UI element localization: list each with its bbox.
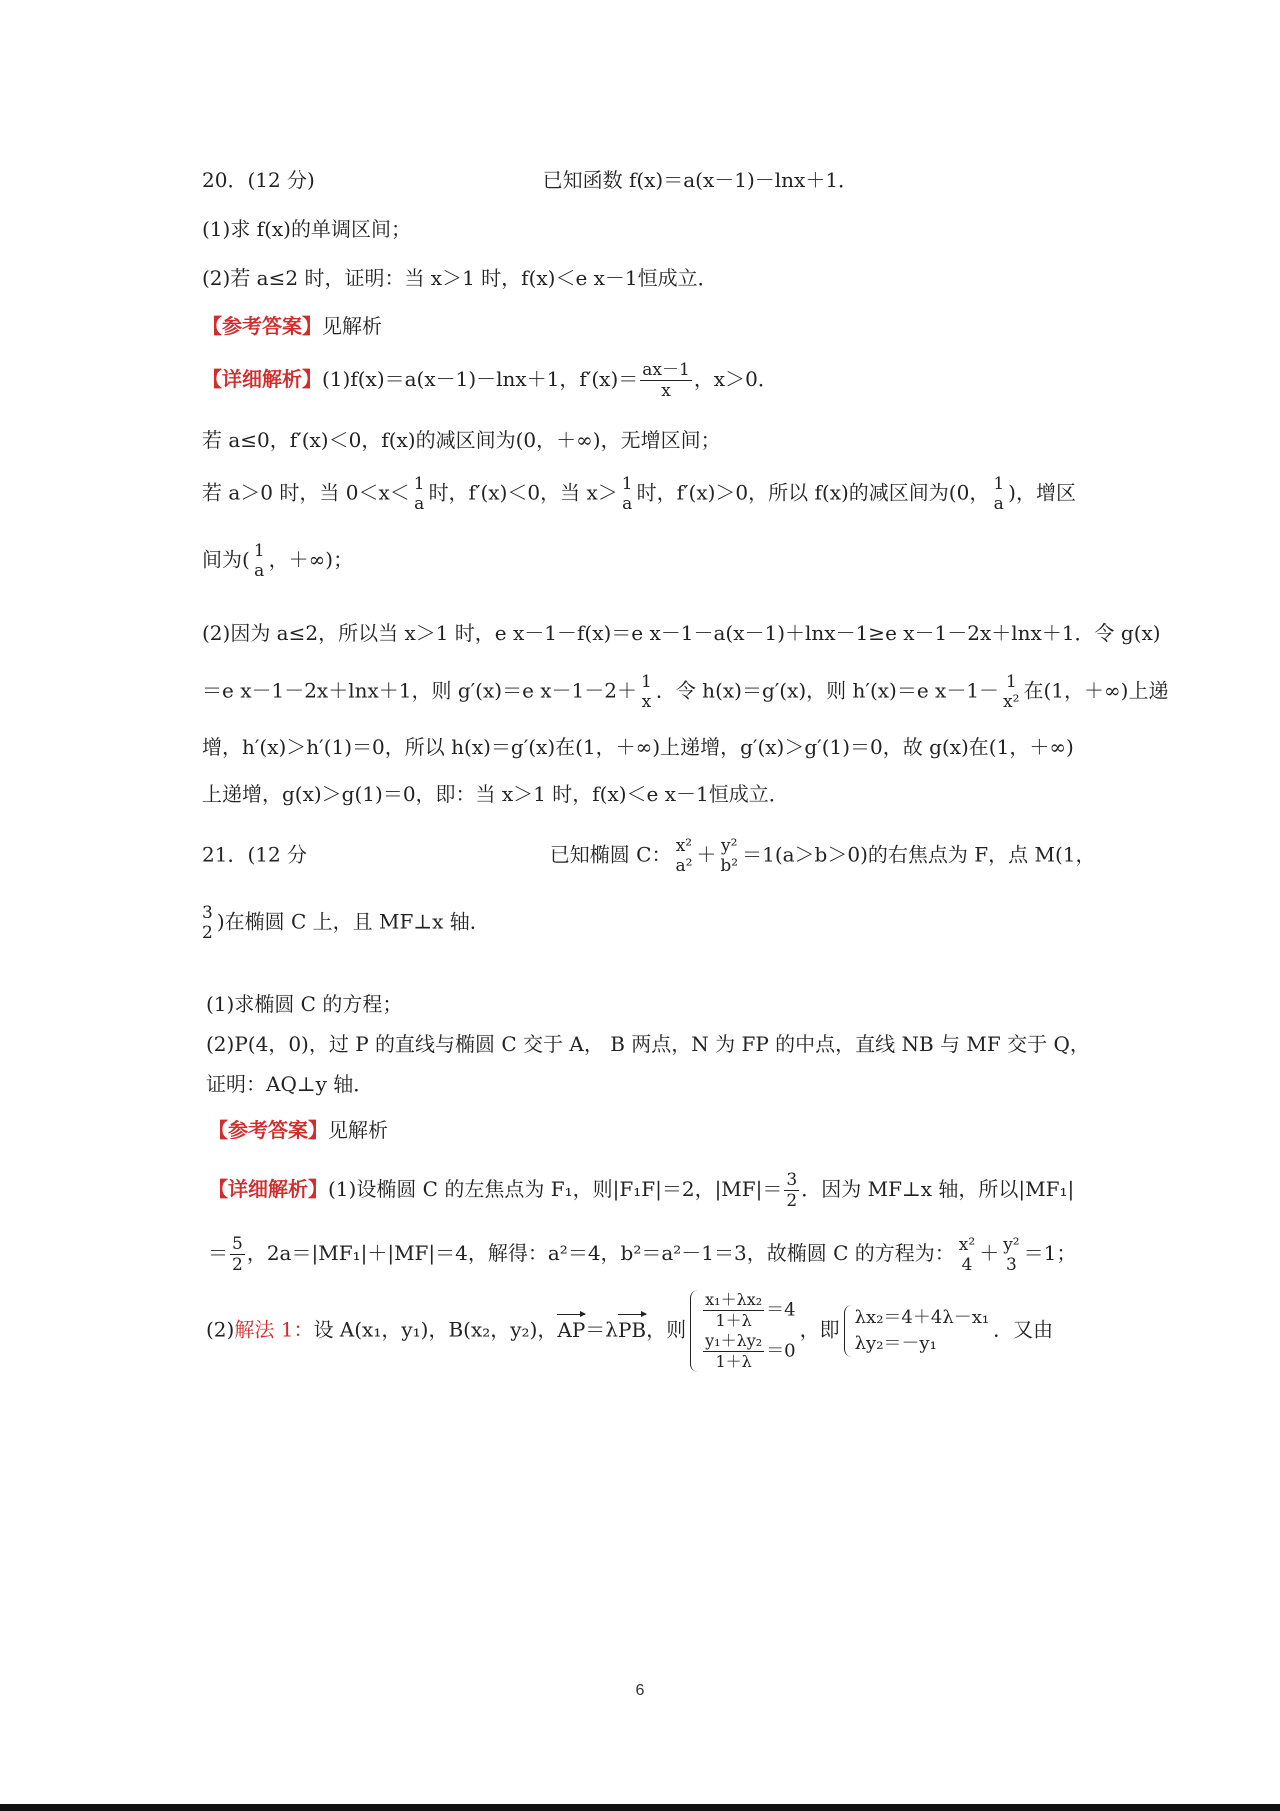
- q21-analysis-line1: 【详细解析】(1)设椭圆 C 的左焦点为 F₁，则|F₁F|＝2，|MF|＝ $\frac{3}{2}$ ．因为 MF⊥x 轴，所以|MF₁|: [208, 1170, 1075, 1211]
- equation-system-2: λx₂＝4＋4λ－x₁ λy₂＝－y₁: [844, 1305, 989, 1357]
- q21-header-line: 21．(12 分 已知椭圆 C： x² a² ＋ y² b² ＝1(a＞b＞0)的右焦点为 F，点 M(1，: [202, 836, 1096, 876]
- q20-analysis-line1: [202, 360, 778, 401]
- vector-pb: PB: [617, 1317, 647, 1342]
- q21-answer-tag: 【参考答案】: [208, 1118, 328, 1142]
- q21-part1: (1)求椭圆 C 的方程；: [206, 992, 403, 1016]
- q21-header: 21．(12 分: [202, 842, 308, 867]
- q21-part2b: 证明：AQ⊥y 轴．: [206, 1072, 374, 1096]
- q20-stem: 已知函数 f(x)＝a(x－1)－lnx＋1．: [542, 168, 859, 192]
- bottom-rule: [0, 1804, 1280, 1811]
- q21-analysis-tag: 【详细解析】: [208, 1177, 328, 1201]
- q20-p4: 上递增，g(x)＞g(1)＝0，即：当 x＞1 时，f(x)＜e x－1恒成立．: [202, 782, 789, 806]
- q20-s1b: ，x＞0．: [693, 367, 778, 391]
- q21-method-label: 解法 1：: [234, 1317, 314, 1342]
- q20-answer-line: [202, 314, 382, 338]
- q20-analysis-tag: 【详细解析】: [202, 367, 322, 391]
- vector-ap: AP: [557, 1317, 586, 1342]
- q20-s3: 若 a＞0 时，当 0＜x＜ 1 a 时，f′(x)＜0，当 x＞ 1 a 时，f′(x)＞0，所以 f(x)的减区间为(0， 1 a )，增区: [202, 474, 1076, 514]
- q20-s4: 间为( 1 a ，＋∞)；: [202, 541, 354, 581]
- q20-s2: 若 a≤0，f′(x)＜0，f(x)的减区间为(0，＋∞)，无增区间；: [202, 428, 721, 452]
- q20-header-line: [202, 168, 858, 192]
- q21-x2-a2-fraction: x² a²: [675, 836, 693, 876]
- q20-p2: ＝e x－1－2x＋lnx＋1，则 g′(x)＝e x－1－2＋ 1 x ．令 h(x)＝g′(x)，则 h′(x)＝e x－1－ 1 x² 在(1，＋∞)上递: [202, 672, 1169, 712]
- q20-answer-tag: 【参考答案】: [202, 314, 322, 338]
- q20-part1: (1)求 f(x)的单调区间；: [202, 217, 411, 241]
- q21-part2: (2)P(4，0)，过 P 的直线与椭圆 C 交于 A， B 两点，N 为 FP 的中点，直线 NB 与 MF 交于 Q，: [206, 1032, 1090, 1056]
- equation-system-1: $\frac{\text{x₁＋λx₂}}{1+\lambda}$ ＝4 $\frac{\text{y₁＋λy₂}}{1+\lambda}$ ＝0: [690, 1290, 796, 1372]
- q20-answer-text: 见解析: [322, 314, 382, 338]
- q21-stem-cont: 3 2 )在椭圆 C 上，且 MF⊥x 轴．: [202, 903, 490, 943]
- q20-part2: (2)若 a≤2 时，证明：当 x＞1 时，f(x)＜e x－1恒成立．: [202, 266, 718, 290]
- q20-p1: (2)因为 a≤2，所以当 x＞1 时，e x－1－f(x)＝e x－1－a(x－1)＋lnx－1≥e x－1－2x＋lnx＋1．令 g(x): [202, 621, 1161, 645]
- q20-derivative-fraction: $\frac{ax-1}{x}$: [642, 360, 690, 401]
- q20-s1a: (1)f(x)＝a(x－1)－lnx＋1，f′(x)＝: [322, 367, 639, 391]
- q21-answer-line: [208, 1118, 388, 1142]
- q20-header: 20．(12 分): [202, 168, 315, 192]
- q21-y2-b2-fraction: y² b²: [720, 836, 739, 876]
- q21-analysis-line3: (2)解法 1：设 A(x₁，y₁)，B(x₂，y₂)，AP＝λPB，则 $\frac{\text{x₁＋λx₂}}{1+\lambda}$ ＝4 $\frac{\text{y₁＋λy₂}}{1+\lambda}$ ＝0 ，即 λx₂＝4＋4λ－x₁ λy₂＝－y₁ ．又由: [206, 1290, 1054, 1371]
- q21-analysis-line2: ＝ $\frac{5}{2}$ ，2a＝|MF₁|＋|MF|＝4，解得：a²＝4，b²＝a²－1＝3，故椭圆 C 的方程为： x² 4 ＋ y² 3 ＝1；: [208, 1234, 1077, 1275]
- q21-answer-text: 见解析: [328, 1118, 388, 1142]
- q20-p3: 增，h′(x)＞h′(1)＝0，所以 h(x)＝g′(x)在(1，＋∞)上递增，g′(x)＞g′(1)＝0，故 g(x)在(1，＋∞): [202, 735, 1074, 759]
- page-number: 6: [635, 1682, 645, 1699]
